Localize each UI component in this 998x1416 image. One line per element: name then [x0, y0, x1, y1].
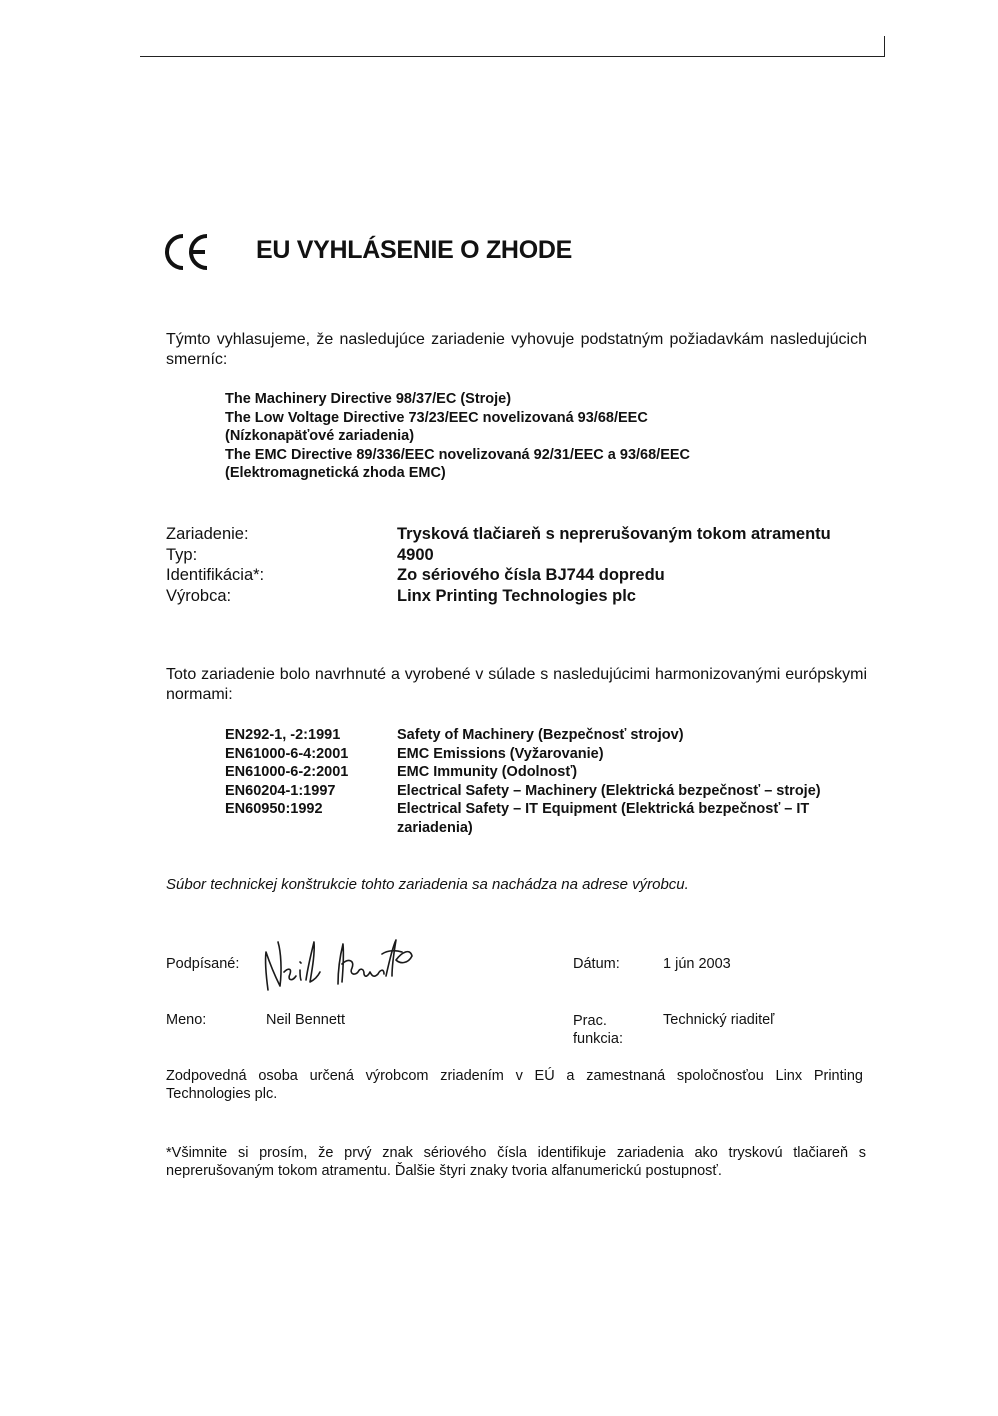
device-value: Trysková tlačiareň s neprerušovaným tokom atramentu — [397, 525, 831, 543]
serial-number-note: *Všimnite si prosím, že prvý znak sériového čísla identifikuje zariadenia ako tryskovú tlačiareň s neprerušovaným tokom atramentu. Ďalšie štyri znaky tvoria alfanumerickú postupnosť. — [166, 1145, 866, 1179]
document-title: EU VYHLÁSENIE O ZHODE — [256, 236, 572, 264]
function-label: Prac. funkcia: — [573, 1013, 623, 1047]
standard-code: EN292-1, -2:1991 — [225, 727, 341, 743]
equipment-row-device — [166, 524, 876, 545]
function-value: Technický riaditeľ — [663, 1012, 775, 1028]
standard-code: EN61000-6-2:2001 — [225, 764, 349, 780]
equipment-info — [166, 524, 876, 606]
directive-line: The Low Voltage Directive 73/23/EEC novelizovaná 93/68/EEC — [225, 409, 648, 426]
name-label: Meno: — [166, 1012, 207, 1028]
equipment-row-identification — [166, 565, 876, 586]
handwritten-signature — [256, 930, 416, 998]
directives-list — [225, 390, 865, 483]
ce-mark-icon — [164, 233, 210, 271]
directive-line: (Nízkonapäťové zariadenia) — [225, 428, 415, 444]
header-tick — [884, 36, 885, 57]
directive-line: The Machinery Directive 98/37/EC (Stroje) — [225, 391, 512, 407]
device-label: Zariadenie: — [166, 525, 249, 543]
standard-description: Electrical Safety – Machinery (Elektrická bezpečnosť – stroje) — [397, 782, 821, 799]
standard-code: EN60204-1:1997 — [225, 782, 336, 799]
standard-row — [225, 763, 885, 782]
signed-label: Podpísané: — [166, 956, 240, 972]
directive-line: (Elektromagnetická zhoda EMC) — [225, 465, 446, 481]
standard-code: EN61000-6-4:2001 — [225, 745, 349, 762]
manufacturer-label: Výrobca: — [166, 586, 232, 605]
date-label: Dátum: — [573, 956, 620, 972]
manufacturer-value: Linx Printing Technologies plc — [397, 586, 636, 605]
standard-description: Electrical Safety – IT Equipment (Elektrická bezpečnosť – IT zariadenia) — [397, 801, 810, 836]
intro-paragraph: Týmto vyhlasujeme, že nasledujúce zariadenie vyhovuje podstatným požiadavkám nasledujúcich smerníc: — [166, 331, 867, 368]
standard-row — [225, 782, 885, 801]
identification-value: Zo sériového čísla BJ744 dopredu — [397, 566, 665, 584]
standard-description: EMC Immunity (Odolnosť) — [397, 764, 578, 780]
technical-file-note: Súbor technickej konštrukcie tohto zariadenia sa nachádza na adrese výrobcu. — [166, 876, 689, 893]
type-label: Typ: — [166, 545, 198, 564]
identification-label: Identifikácia*: — [166, 566, 265, 584]
equipment-row-type — [166, 545, 876, 566]
header-rule — [140, 56, 885, 57]
standard-description: EMC Emissions (Vyžarovanie) — [397, 745, 604, 762]
harmonized-standards-paragraph: Toto zariadenie bolo navrhnuté a vyrobené v súlade s nasledujúcimi harmonizovanými európskymi normami: — [166, 666, 867, 703]
standards-list — [225, 726, 885, 837]
equipment-row-manufacturer — [166, 586, 876, 607]
standard-code: EN60950:1992 — [225, 801, 323, 817]
standard-row — [225, 745, 885, 764]
standard-row — [225, 800, 885, 837]
type-value: 4900 — [397, 545, 434, 564]
standard-row — [225, 726, 885, 745]
standard-description: Safety of Machinery (Bezpečnosť strojov) — [397, 727, 684, 743]
directive-line: The EMC Directive 89/336/EEC novelizovaná 92/31/EEC a 93/68/EEC — [225, 446, 691, 463]
name-value: Neil Bennett — [266, 1012, 345, 1028]
date-value: 1 jún 2003 — [663, 956, 731, 972]
responsible-person-paragraph: Zodpovedná osoba určená výrobcom zriadením v EÚ a zamestnaná spoločnosťou Linx Printing Technologies plc. — [166, 1068, 863, 1102]
